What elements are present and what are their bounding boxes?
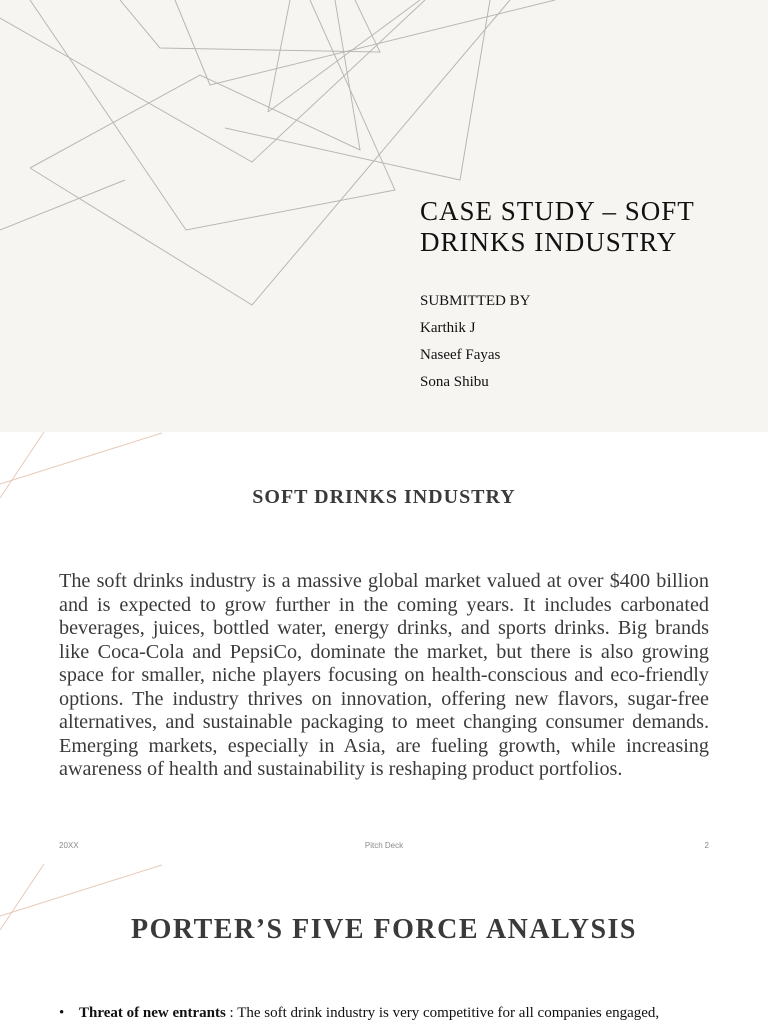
porters-five-forces-slide <box>0 864 768 1024</box>
title-line-2: DRINKS INDUSTRY <box>420 227 678 257</box>
author-name: Karthik J <box>420 320 476 336</box>
title-slide <box>0 0 768 432</box>
deco-line <box>268 0 420 112</box>
body-paragraph: The soft drinks industry is a massive global market valued at over $400 billion and is expected to grow further in the coming years. It includes carbonated beverages, juices, bottled water, energy drinks, and sports drinks. Big brands like Coca-Cola and PepsiCo, dominate the market, but there is also growing space for smaller, niche players focusing on health-conscious and eco-friendly options. The industry thrives on innovation, offering new flavors, sugar-free alternatives, and sustainable packaging to meet changing consumer demands. Emerging markets, especially in Asia, are fueling growth, while increasing awareness of health and sustainability is reshaping product portfolios. <box>59 570 709 780</box>
accent-line <box>0 433 162 484</box>
footer-title: Pitch Deck <box>364 841 404 850</box>
bullet-text: : The soft drink industry is very competitive for all companies engaged, <box>225 1005 660 1021</box>
title-line-1: CASE STUDY – SOFT <box>420 196 695 226</box>
bullet-icon: • <box>59 1005 65 1021</box>
slide-heading: PORTER’S FIVE FORCE ANALYSIS <box>131 914 637 945</box>
slide-title <box>420 196 750 258</box>
industry-overview-slide <box>0 432 768 864</box>
deco-line <box>268 0 290 112</box>
bullet-term: Threat of new entrants <box>79 1005 226 1021</box>
submitted-by-label: SUBMITTED BY <box>420 293 531 309</box>
slide-heading: SOFT DRINKS INDUSTRY <box>252 486 516 508</box>
deco-line <box>175 0 555 85</box>
deco-line <box>225 0 490 180</box>
author-name: Naseef Fayas <box>420 347 501 363</box>
footer-date: 20XX <box>59 841 79 850</box>
deco-line <box>120 0 380 52</box>
bullet-list <box>59 1003 719 1023</box>
deco-line <box>30 0 360 168</box>
page-number: 2 <box>704 841 709 850</box>
submitted-by-block <box>420 288 530 396</box>
deco-line <box>30 0 510 305</box>
author-name: Sona Shibu <box>420 374 489 390</box>
list-item <box>59 1003 719 1023</box>
accent-line <box>0 865 162 916</box>
